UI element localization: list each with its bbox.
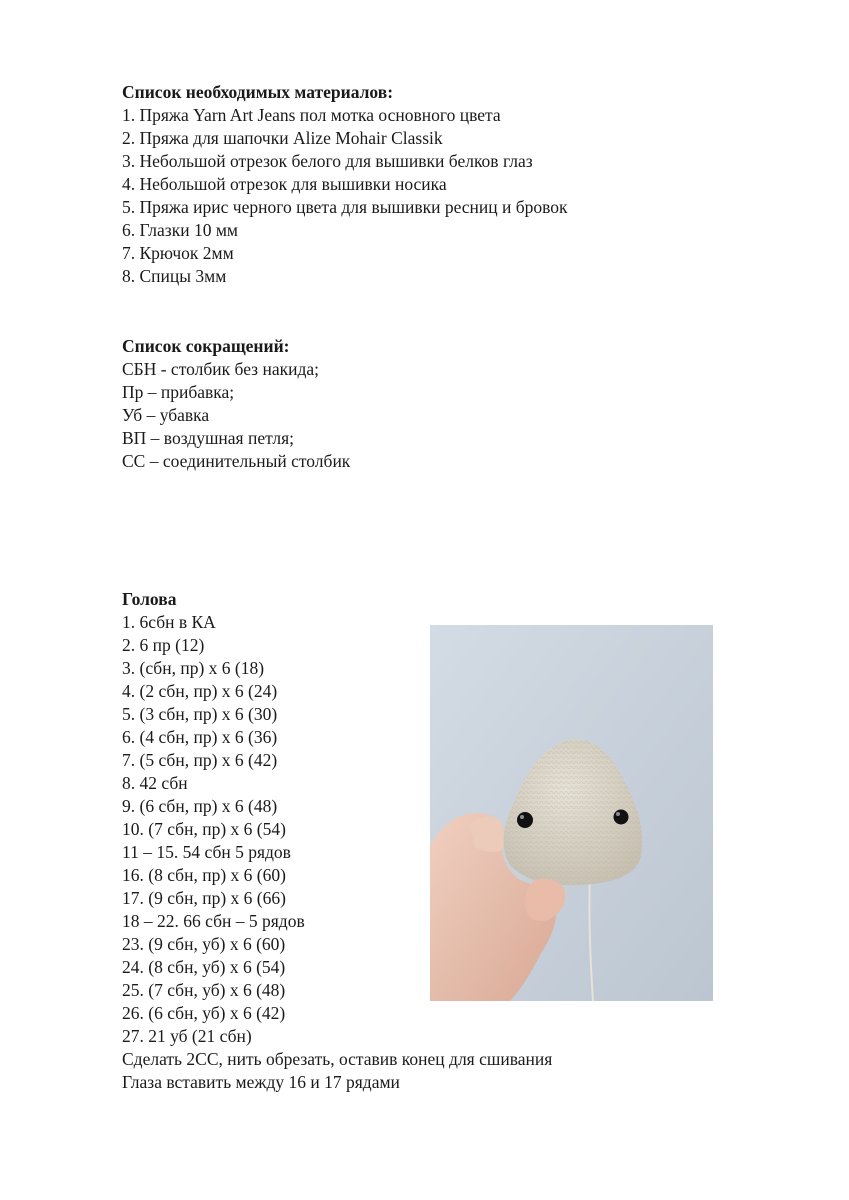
pattern-row: 18 – 22. 66 сбн – 5 рядов [122,911,305,931]
pattern-row: 6. (4 сбн, пр) х 6 (36) [122,727,278,747]
materials-item: 5. Пряжа ирис черного цвета для вышивки ресниц и бровок [122,197,568,217]
pattern-row: 25. (7 сбн, уб) х 6 (48) [122,980,286,1000]
right-eye-highlight [616,812,620,816]
pattern-instruction: Сделать 2СС, нить обрезать, оставив конец для сшивания [122,1049,553,1069]
pattern-row: 16. (8 сбн, пр) х 6 (60) [122,865,286,885]
pattern-row: 3. (сбн, пр) х 6 (18) [122,658,265,678]
left-eye [517,812,533,828]
abbreviation-item: Уб – убавка [122,405,210,425]
materials-item: 4. Небольшой отрезок для вышивки носика [122,174,447,194]
materials-item: 7. Крючок 2мм [122,243,234,263]
head-heading: Голова [122,589,177,609]
right-eye [614,810,629,825]
pattern-row: 8. 42 сбн [122,773,188,793]
finger-shape [470,816,505,852]
pattern-row: 7. (5 сбн, пр) х 6 (42) [122,750,278,770]
abbreviation-item: ВП – воздушная петля; [122,428,294,448]
photo-illustration [430,625,713,1001]
materials-item: 3. Небольшой отрезок белого для вышивки белков глаз [122,151,533,171]
pattern-row: 4. (2 сбн, пр) х 6 (24) [122,681,278,701]
materials-item: 2. Пряжа для шапочки Alize Mohair Classik [122,128,443,148]
pattern-row: 26. (6 сбн, уб) х 6 (42) [122,1003,286,1023]
materials-item: 6. Глазки 10 мм [122,220,238,240]
abbreviation-item: Пр – прибавка; [122,382,235,402]
pattern-row: 24. (8 сбн, уб) х 6 (54) [122,957,286,977]
crochet-head-photo [430,625,713,1001]
pattern-row: 10. (7 сбн, пр) х 6 (54) [122,819,286,839]
left-eye-highlight [520,815,524,819]
materials-section [122,81,568,288]
pattern-row: 2. 6 пр (12) [122,635,205,655]
pattern-row: 27. 21 уб (21 сбн) [122,1026,252,1046]
pattern-row: 5. (3 сбн, пр) х 6 (30) [122,704,278,724]
materials-heading: Список необходимых материалов: [122,82,394,102]
abbreviation-item: СБН - столбик без накида; [122,359,319,379]
materials-item: 8. Спицы 3мм [122,266,227,286]
abbreviations-heading: Список сокращений: [122,336,290,356]
abbreviations-section [122,335,350,473]
pattern-row: 17. (9 сбн, пр) х 6 (66) [122,888,286,908]
pattern-row: 23. (9 сбн, уб) х 6 (60) [122,934,286,954]
pattern-row: 1. 6сбн в КА [122,612,216,632]
materials-item: 1. Пряжа Yarn Art Jeans пол мотка основного цвета [122,105,501,125]
pattern-instruction: Глаза вставить между 16 и 17 рядами [122,1072,400,1092]
pattern-row: 9. (6 сбн, пр) х 6 (48) [122,796,278,816]
abbreviation-item: СС – соединительный столбик [122,451,351,471]
pattern-row: 11 – 15. 54 сбн 5 рядов [122,842,291,862]
